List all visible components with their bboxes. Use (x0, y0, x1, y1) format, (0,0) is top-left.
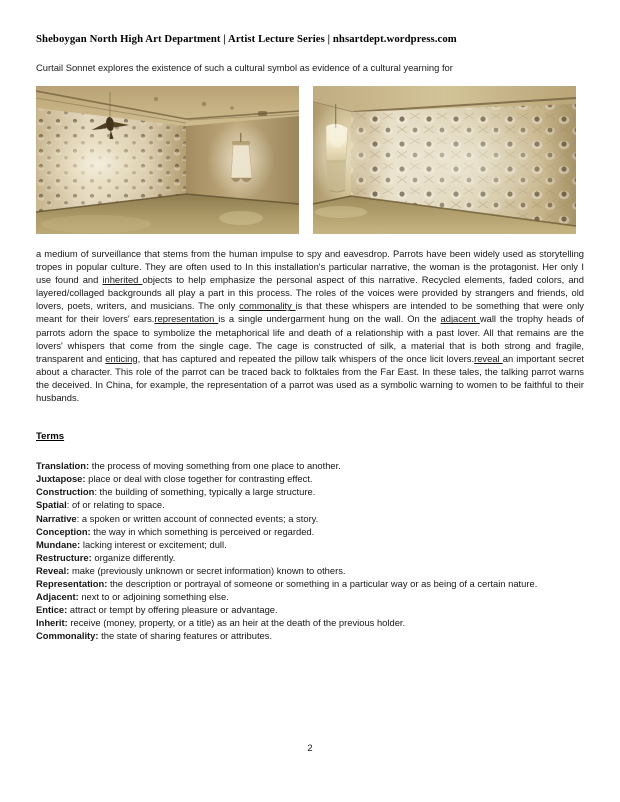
term-word: Mundane: (36, 538, 81, 550)
gallery-photo-left-art (36, 86, 299, 234)
term-definition: receive (money, property, or a title) as an heir at the death of the previous holder. (67, 617, 406, 629)
paragraph-text: a medium of surveillance that stems from the human impulse to spy and eavesdrop. Parrots have been widely used as storytelling tropes in popular culture. They are often used to In this installation's particular narrative, the woman is the protagonist. Her only I use found and inherited objects to help emphasize the personal aspect of this narrative. Recycled elements, faded colors, and layered/collaged backgrounds all play a part in this process. The roles of the voices were provided by strangers and friends, old lovers, poets, writers, and musicians. The only commonality is that these whispers are intended to be something that were only meant for their lovers' ears.representation is a single undergarment hung on the wall. On the adjacent wall the trophy heads of parrots adorn the space to symbolize the metaphorical life and death of a relationship with a past lover. All that remains are the lovers' whispers that come from the single cage. The cage is constructed of silk, a material that is both strong and fragile, transparent and enticing, that has captured and repeated the pillow talk whispers of the once licit lovers. (36, 248, 584, 364)
term-entry (36, 564, 584, 577)
underlined-term: adjacent (440, 313, 480, 325)
terms-list (36, 459, 584, 642)
term-entry (36, 485, 584, 498)
document-body (36, 33, 584, 642)
term-definition: the state of sharing features or attributes. (98, 630, 273, 642)
term-definition: : a spoken or written account of connected events; a story. (76, 512, 319, 524)
term-entry (36, 472, 584, 485)
paragraph-text: is a single undergarment hung on the wall. On the (218, 313, 441, 325)
terms-heading: Terms (36, 431, 65, 443)
term-word: Construction (36, 486, 95, 498)
paragraph-text: an important secret about a character. This role of the parrot can be traced back to folktales from the Far East. In these tales, the talking parrot warns the deceived. In China, for example, the representation of a parrot was used as a symbolic warning to women to be faithful to their husbands. (36, 352, 585, 404)
intro-paragraph: Curtail Sonnet explores the existence of such a cultural symbol as evidence of a cultural yearning for (36, 62, 453, 73)
term-word: Reveal: (36, 564, 70, 576)
term-entry (36, 538, 584, 551)
underlined-term: commonality (239, 300, 296, 312)
term-word: Spatial (36, 499, 67, 511)
term-definition: place or deal with close together for contrasting effect. (85, 473, 313, 485)
term-definition: : the building of something, typically a large structure. (94, 486, 316, 498)
paragraph-text: In this installation's particular narrative, the woman is the protagonist. Her only I use found and inherited objects to help emphasize the personal aspect of this narrative. Recycled elements, faded colors, and layered/collaged backgrounds all play a part in this process. The roles of the voices were provided by strangers and friends, old lovers, poets, writers, and musicians. The only commonality is that these whispers are intended to be something that were only meant for their lovers' ears. (36, 261, 584, 325)
body-paragraphs (36, 247, 584, 404)
term-definition: : of or relating to space. (66, 499, 165, 511)
term-word: Narrative (36, 512, 77, 524)
term-entry (36, 512, 584, 525)
paragraph-text: objects to help emphasize the personal aspect of this narrative. Recycled elements, faded colors, and layered/collaged backgrounds all play a part in this process. The roles of the voices were provided by strangers and friends, old lovers, poets, writers, and musicians. The only (36, 274, 584, 312)
term-word: Conception: (36, 525, 91, 537)
term-word: Juxtapose: (36, 473, 86, 485)
term-entry (36, 459, 584, 472)
term-entry (36, 498, 584, 511)
underlined-term: enticing (105, 352, 138, 364)
term-definition: the description or portrayal of someone or something in a particular way or as being of a certain nature. (107, 577, 538, 589)
paragraph-text: wall the trophy heads of parrots adorn the space to symbolize the metaphorical life and death of a relationship with a past lover. All that remains are the lovers' whispers that come from the single cage. The cage is constructed of silk, a material that is both strong and fragile, transparent and (36, 313, 584, 364)
paragraph-text: is that these whispers are intended to be something that were only meant for their lovers' ears. (36, 300, 584, 325)
paragraph-text: I use found and (36, 261, 584, 286)
underlined-term: representation (154, 313, 219, 325)
term-entry (36, 616, 584, 629)
term-entry (36, 551, 584, 564)
term-definition: the way in which something is perceived or regarded. (90, 525, 315, 537)
term-word: Restructure: (36, 551, 92, 563)
page-number: 2 (307, 742, 313, 753)
term-definition: the process of moving something from one place to another. (89, 460, 341, 472)
term-definition: next to or adjoining something else. (78, 591, 229, 603)
paragraph-text: , that has captured and repeated the pillow talk whispers of the once licit lovers. (137, 352, 475, 364)
term-word: Inherit: (36, 617, 68, 629)
gallery-installation-photo-right (313, 86, 576, 234)
term-definition: make (previously unknown or secret information) known to others. (69, 564, 346, 576)
gallery-installation-photo-left (36, 86, 299, 234)
term-word: Adjacent: (36, 591, 79, 603)
term-word: Representation: (36, 577, 108, 589)
figure-row (36, 86, 584, 234)
paragraph-surveillance (36, 247, 584, 404)
term-entry (36, 590, 584, 603)
gallery-photo-right-art (313, 86, 576, 234)
term-entry (36, 603, 584, 616)
term-entry (36, 577, 584, 590)
terms-section (36, 431, 584, 642)
underlined-term: reveal (474, 352, 503, 364)
term-word: Translation: (36, 460, 90, 472)
term-word: Commonality: (36, 630, 99, 642)
term-definition: attract or tempt by offering pleasure or advantage. (67, 604, 278, 616)
underlined-term: inherited (102, 274, 143, 286)
term-entry (36, 525, 584, 538)
term-entry (36, 629, 584, 642)
term-word: Entice: (36, 604, 68, 616)
term-definition: lacking interest or excitement; dull. (80, 538, 227, 550)
page-title: Sheboygan North High Art Department | Artist Lecture Series | nhsartdept.wordpress.com (36, 33, 457, 45)
term-definition: organize differently. (91, 551, 176, 563)
